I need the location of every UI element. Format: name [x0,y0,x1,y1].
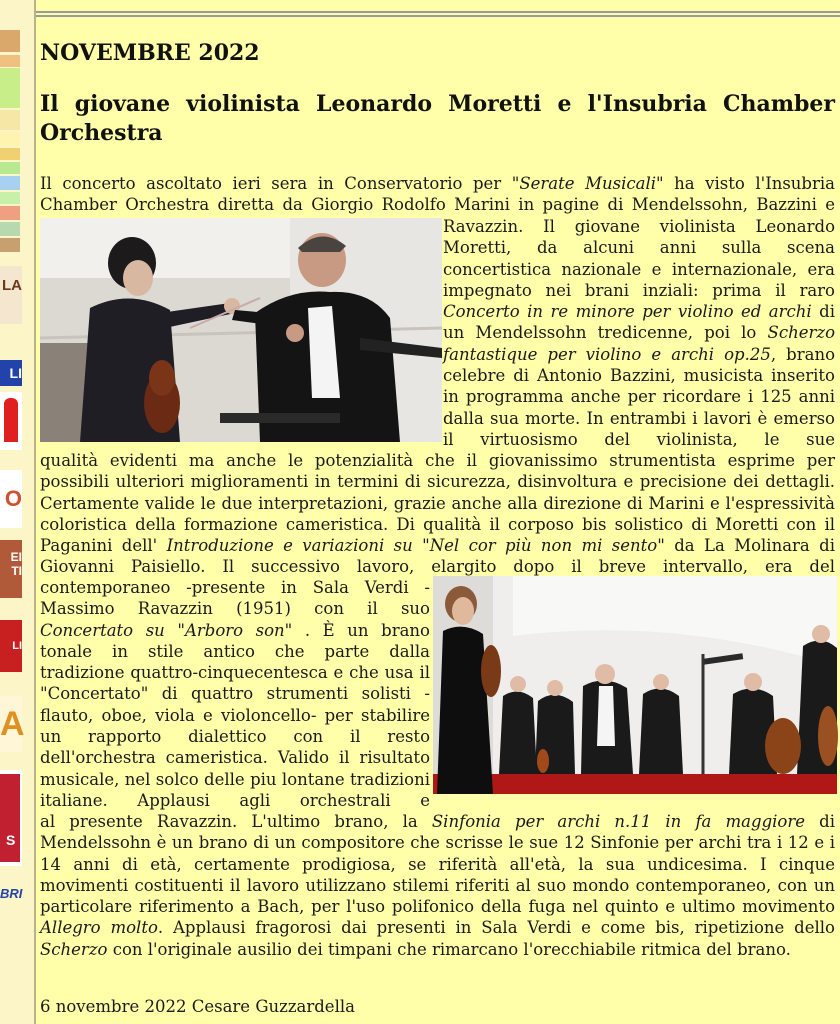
text-span: qualità evidenti ma anche le potenzialità che il giovanissimo strumentista esprime per possibili ulteriori miglioramenti in termini di sicurezza, disinvoltura e precisione dei dettagli. Certamente valide le due interpretazioni, grazie anche alla direzione di Marini e l'espressività coloristica della formazione cameristica. Di qualità il corposo bis solistico di Moretti con il Paganini dell' [40,451,835,556]
text-span: . È un brano tonale in stile antico che parte dalla tradizione quattro-cinquecentesca e che usa il "Concertato" di quattro strumenti solisti - flauto, oboe, viola e violoncello- per stabilire un rapporto dialettico con il resto dell'orchestra cameristica. Valido il risultato musicale, nel solco delle piu lontane tradizioni italiane. Applausi agli orchestrali e [40,620,430,810]
text-span: Scherzo [40,939,108,959]
text-span: con l'originale ausilio dei timpani che rimarcano l'orecchiabile ritmica del brano. [107,939,791,959]
top-divider [36,11,840,17]
sidebar-logo-label: S [6,832,16,848]
text-span: Allegro molto [40,918,158,938]
text-span: Introduzione e variazioni su "Nel cor più non mi sento" [166,536,665,556]
text-span: "Serate Musicali" [511,174,664,193]
sidebar-color-block[interactable] [0,176,20,190]
orchestra-stage-image [433,576,837,794]
sidebar-color-block[interactable] [0,222,20,236]
text-span: al presente Ravazzin. L'ultimo brano, la [40,812,432,831]
violinist-conductor-image [40,218,442,442]
sidebar-link-la[interactable]: LA [0,266,22,324]
red-banner-icon [0,774,20,862]
sidebar-color-block[interactable] [0,132,20,146]
photo-violinist-conductor [40,218,442,442]
sidebar-link-li-2[interactable]: LI [0,620,22,672]
text-span: contemporaneo -presente in Sala Verdi - Massimo Ravazzin (1951) con il suo [40,578,430,619]
text-span: Ravazzin. Il giovane violinista Leonardo Moretti, da alcuni anni sulla scena concertistica nazionale e internazionale, era impegnato nei brani inziali: prima il raro [443,217,835,300]
paragraph-middle [40,450,835,578]
text-span: Scherzo fantastique per violino e archi op.25 [443,323,835,364]
paragraph-intro [40,173,835,216]
sidebar-link-o[interactable]: O [0,470,22,528]
text-span: , brano celebre di Antonio Bazzini, musicista inserito in programma anche per ricordare i 125 anni dalla sua morte. In entrambi i lavori è emerso il virtuosismo del violinista, le sue [443,344,836,449]
text-span: Concertato su "Arboro son" [40,620,293,640]
sidebar-link-a[interactable]: A [0,696,22,752]
paragraph-beside-photo-1 [443,216,835,450]
month-heading: NOVEMBRE 2022 [40,40,260,66]
sidebar-color-block[interactable] [0,148,20,160]
paragraph-closing [40,811,835,960]
photo-orchestra-stage [433,576,837,794]
text-span: . Applausi fragorosi dai presenti in Sala Verdi e come bis, ripetizione dello [157,918,835,938]
sidebar-logo[interactable] [0,392,22,450]
paragraph-beside-photo-2 [40,577,430,811]
sidebar-color-block[interactable] [0,30,20,52]
text-span: di Mendelssohn è un brano di un compositore che scrisse le sue 12 Sinfonie per archi tra i 12 e i 14 anni di età, certamente prodigiosa, se riferità all'età, la sua undicesima. I cinque movimenti costituenti il lavoro utilizzano stilemi riferiti al suo mondo contemporaneo, con un particolare riferimento a Bach, per l'uso polifonico della fuga nel quinto e ultimo movimento [40,812,835,917]
sidebar-color-block[interactable] [0,206,20,220]
left-sidebar [0,0,36,1024]
text-span: Concerto in re minore per violino ed archi [443,302,812,322]
sidebar-logo-2[interactable] [0,770,22,866]
sidebar-link-eiti[interactable]: EI TI [0,540,22,598]
sidebar-color-block[interactable] [0,192,20,204]
sidebar-color-block[interactable] [0,162,20,174]
sidebar-color-block[interactable] [0,68,20,108]
sidebar-color-block[interactable] [0,55,20,67]
text-span: ha visto l'Insubria Chamber Orchestra diretta da Giorgio Rodolfo Marini in pagine di Mendelssohn, Bazzini e [40,174,835,215]
text-span: di un Mendelssohn tredicenne, poi lo [443,302,835,343]
red-logo-icon [4,398,18,442]
sidebar-color-block[interactable] [0,238,20,252]
article-signature: 6 novembre 2022 Cesare Guzzardella [40,997,355,1016]
text-span: Sinfonia per archi n.11 in fa maggiore [431,812,805,831]
article-title: Il giovane violinista Leonardo Moretti e l'Insubria Chamber Orchestra [40,91,835,146]
sidebar-link-bri[interactable]: BRI [0,886,23,901]
text-span: da La Molinara di Giovanni Paisiello. Il successivo lavoro, elargito dopo il breve intervallo, era del [40,536,835,577]
text-span: Il concerto ascoltato ieri sera in Conservatorio per [40,174,512,193]
sidebar-color-block[interactable] [0,110,20,130]
sidebar-link-li[interactable]: LI [0,360,22,386]
